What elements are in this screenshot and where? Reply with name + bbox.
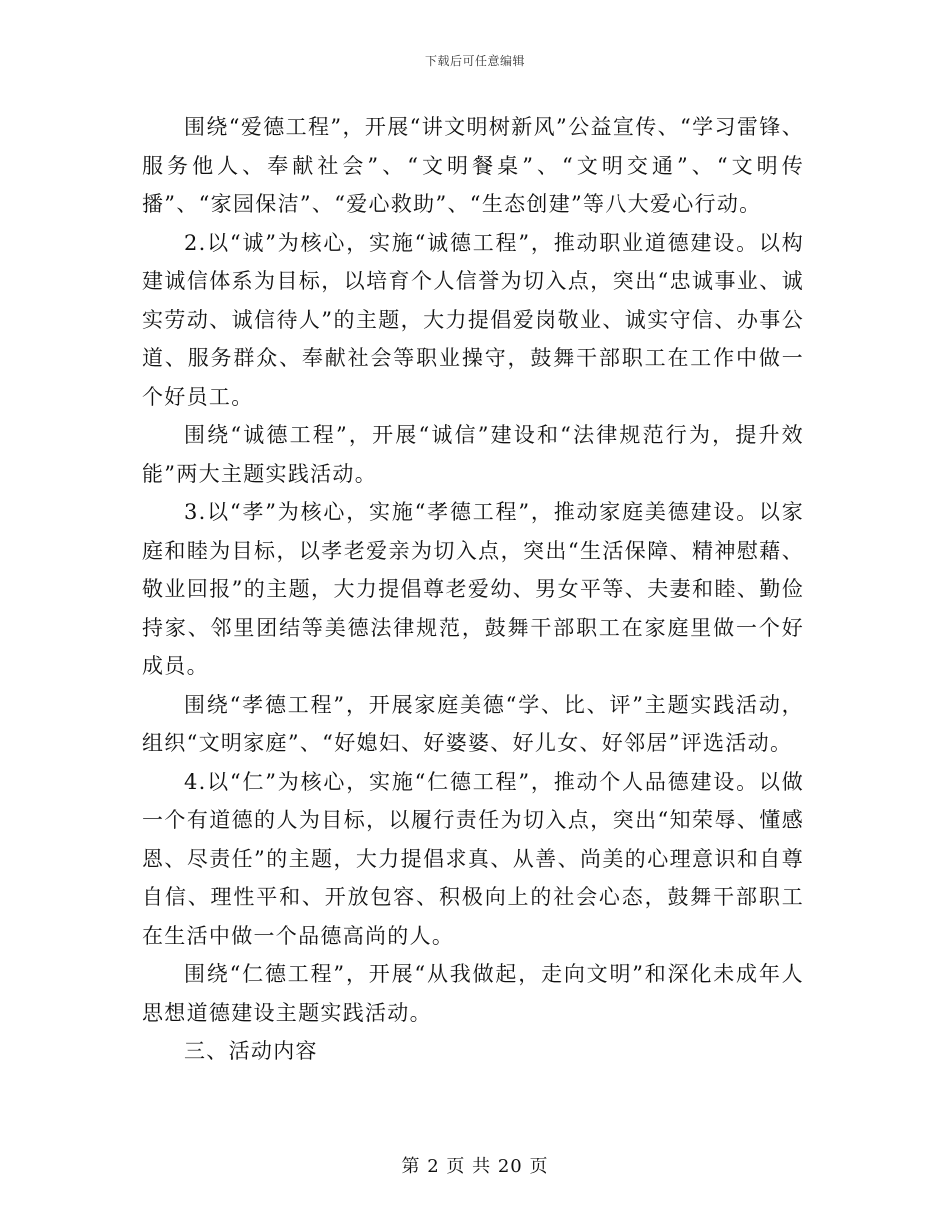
paragraph-benevolence-activities: 围绕“仁德工程”，开展“从我做起，走向文明”和深化未成年人思想道德建设主题实践活动。: [142, 962, 804, 1025]
paragraph-love-virtue-activities: 围绕“爱德工程”，开展“讲文明树新风”公益宣传、“学习雷锋、服务他人、奉献社会”、“文明餐桌”、“文明交通”、“文明传播”、“家园保洁”、“爱心救助”、“生态创建”等八大爱心行动。: [142, 115, 804, 216]
paragraph-filial-virtue: 3.以“孝”为核心，实施“孝德工程”，推动家庭美德建设。以家庭和睦为目标，以孝老爱亲为切入点，突出“生活保障、精神慰藉、敬业回报”的主题，大力提倡尊老爱幼、男女平等、夫妻和睦、勤俭持家、邻里团结等美德法律规范，鼓舞干部职工在家庭里做一个好成员。: [142, 500, 804, 678]
paragraph-benevolence-virtue: 4.以“仁”为核心，实施“仁德工程”，推动个人品德建设。以做一个有道德的人为目标，以履行责任为切入点，突出“知荣辱、懂感恩、尽责任”的主题，大力提倡求真、从善、尚美的心理意识和自尊自信、理性平和、开放包容、积极向上的社会心态，鼓舞干部职工在生活中做一个品德高尚的人。: [142, 769, 804, 948]
paragraph-honesty-activities: 围绕“诚德工程”，开展“诚信”建设和“法律规范行为，提升效能”两大主题实践活动。: [142, 423, 804, 486]
section-heading-activity-content: 三、活动内容: [184, 1039, 318, 1063]
document-body: [142, 108, 804, 1071]
paragraph-honesty-virtue: 2.以“诚”为核心，实施“诚德工程”，推动职业道德建设。以构建诚信体系为目标，以培育个人信誉为切入点，突出“忠诚事业、诚实劳动、诚信待人”的主题，大力提倡爱岗敬业、诚实守信、办事公道、服务群众、奉献社会等职业操守，鼓舞干部职工在工作中做一个好员工。: [142, 230, 804, 409]
paragraph-filial-activities: 围绕“孝德工程”，开展家庭美德“学、比、评”主题实践活动，组织“文明家庭”、“好媳妇、好婆婆、好儿女、好邻居”评选活动。: [142, 692, 804, 755]
page-number-footer: 第 2 页 共 20 页: [401, 1156, 549, 1177]
page-header: 下载后可任意编辑: [424, 54, 525, 68]
